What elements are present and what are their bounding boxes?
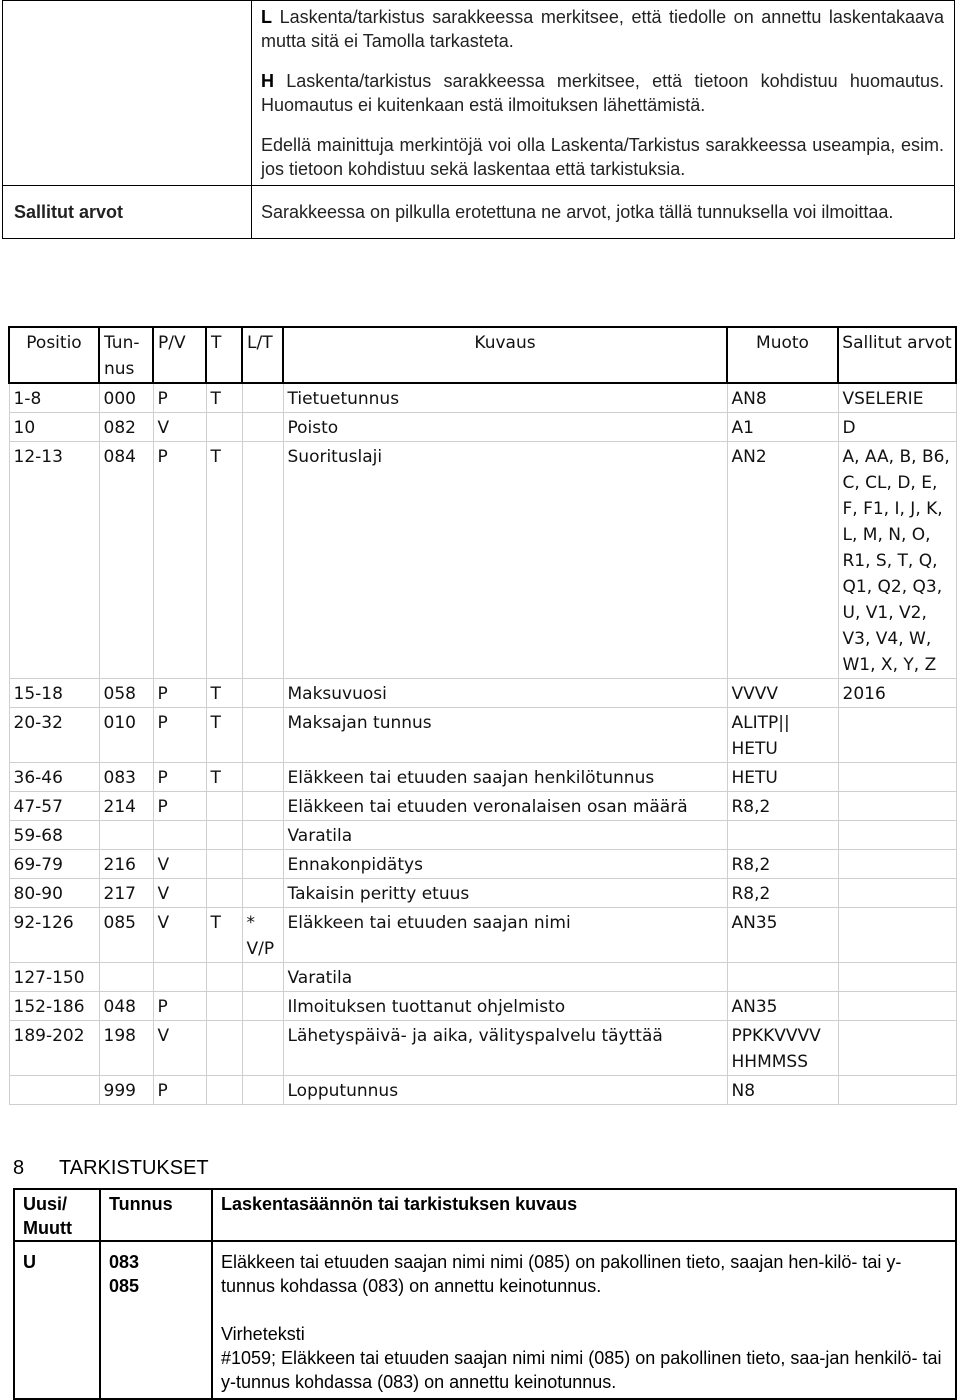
cell-lt	[242, 821, 283, 850]
header-positio: Positio	[9, 327, 99, 383]
cell-positio	[9, 1076, 99, 1105]
cell-pv: V	[153, 850, 206, 879]
cell-pv: V	[153, 879, 206, 908]
cell-sallitut	[838, 1076, 956, 1105]
cell-muoto: AN8	[727, 383, 838, 413]
cell-positio: 69-79	[9, 850, 99, 879]
definitions-body-cell	[252, 1, 955, 186]
definitions-table	[2, 0, 955, 239]
cell-pv: P	[153, 679, 206, 708]
cell-pv: V	[153, 1021, 206, 1076]
cell-pv: P	[153, 383, 206, 413]
definition-code: H	[261, 71, 274, 91]
cell-lt	[242, 413, 283, 442]
header-muoto: Muoto	[727, 327, 838, 383]
cell-tunnus	[99, 821, 153, 850]
cell-kuvaus: Maksajan tunnus	[283, 708, 727, 763]
table-row	[9, 992, 956, 1021]
table-row	[9, 763, 956, 792]
cell-positio: 20-32	[9, 708, 99, 763]
header-pv: P/V	[153, 327, 206, 383]
definition-text: Edellä mainittuja merkintöjä voi olla Laskenta/Tarkistus sarakkeessa useampia, esim. jos tietoon kohdistuu sekä laskentaa että tarkistuksia.	[261, 135, 944, 179]
cell-t: T	[206, 679, 242, 708]
cell-tunnus: 058	[99, 679, 153, 708]
cell-positio: 92-126	[9, 908, 99, 963]
cell-tunnus: 214	[99, 792, 153, 821]
cell-kuvaus: Eläkkeen tai etuuden saajan henkilötunnus	[283, 763, 727, 792]
cell-sallitut	[838, 708, 956, 763]
cell-sallitut: A, AA, B, B6, C, CL, D, E, F, F1, I, J, K, L, M, N, O, R1, S, T, Q, Q1, Q2, Q3, U, V1, V2, V3, V4, W, W1, X, Y, Z	[838, 442, 956, 679]
cell-kuvaus: Varatila	[283, 963, 727, 992]
cell-lt	[242, 383, 283, 413]
cell-tunnus: 999	[99, 1076, 153, 1105]
checks-cell-tunnus: 083 085	[100, 1241, 212, 1399]
table-row	[9, 442, 956, 679]
cell-muoto: AN2	[727, 442, 838, 679]
cell-muoto: R8,2	[727, 792, 838, 821]
table-row	[9, 963, 956, 992]
cell-lt	[242, 763, 283, 792]
cell-t	[206, 992, 242, 1021]
cell-kuvaus: Eläkkeen tai etuuden veronalaisen osan määrä	[283, 792, 727, 821]
header-sallitut: Sallitut arvot	[838, 327, 956, 383]
cell-t	[206, 792, 242, 821]
section-title: TARKISTUKSET	[59, 1157, 209, 1179]
record-header-row	[9, 327, 956, 383]
cell-t	[206, 879, 242, 908]
checks-table	[13, 1188, 957, 1400]
cell-positio: 1-8	[9, 383, 99, 413]
cell-kuvaus: Lopputunnus	[283, 1076, 727, 1105]
cell-t: T	[206, 708, 242, 763]
definition-note	[261, 133, 944, 181]
cell-pv: P	[153, 992, 206, 1021]
checks-header-uusi: Uusi/ Muutt	[14, 1189, 100, 1241]
sallitut-label: Sallitut arvot	[14, 202, 124, 222]
cell-lt	[242, 850, 283, 879]
sallitut-body-cell	[252, 186, 955, 239]
cell-sallitut: 2016	[838, 679, 956, 708]
definitions-label-cell	[3, 1, 252, 186]
cell-kuvaus: Ennakonpidätys	[283, 850, 727, 879]
cell-positio: 127-150	[9, 963, 99, 992]
cell-pv: P	[153, 708, 206, 763]
check-description: Eläkkeen tai etuuden saajan nimi nimi (085) on pakollinen tieto, saajan hen-kilö- tai y-tunnus kohdassa (083) on annettu keinotunnus.	[221, 1252, 902, 1296]
cell-t	[206, 1076, 242, 1105]
cell-kuvaus: Maksuvuosi	[283, 679, 727, 708]
table-row	[9, 908, 956, 963]
section-number: 8	[13, 1157, 25, 1179]
cell-lt: * V/P	[242, 908, 283, 963]
cell-t	[206, 963, 242, 992]
cell-pv: P	[153, 792, 206, 821]
cell-lt	[242, 679, 283, 708]
cell-positio: 36-46	[9, 763, 99, 792]
definition-h	[261, 69, 944, 117]
cell-kuvaus: Takaisin peritty etuus	[283, 879, 727, 908]
record-rows	[9, 383, 956, 1105]
cell-muoto: AN35	[727, 908, 838, 963]
cell-positio: 59-68	[9, 821, 99, 850]
cell-lt	[242, 1076, 283, 1105]
cell-tunnus: 010	[99, 708, 153, 763]
cell-sallitut	[838, 992, 956, 1021]
cell-tunnus: 198	[99, 1021, 153, 1076]
cell-sallitut	[838, 879, 956, 908]
table-row	[9, 850, 956, 879]
cell-muoto: N8	[727, 1076, 838, 1105]
cell-kuvaus: Lähetyspäivä- ja aika, välityspalvelu täyttää	[283, 1021, 727, 1076]
cell-lt	[242, 792, 283, 821]
cell-lt	[242, 879, 283, 908]
checks-header-tunnus: Tunnus	[100, 1189, 212, 1241]
cell-pv	[153, 963, 206, 992]
definition-code: L	[261, 7, 272, 27]
cell-lt	[242, 1021, 283, 1076]
header-lt: L/T	[242, 327, 283, 383]
cell-muoto: R8,2	[727, 879, 838, 908]
definition-l	[261, 5, 944, 53]
checks-cell-description	[212, 1241, 956, 1399]
cell-muoto: A1	[727, 413, 838, 442]
cell-tunnus: 082	[99, 413, 153, 442]
header-kuvaus: Kuvaus	[283, 327, 727, 383]
checks-header-row	[14, 1189, 956, 1241]
cell-kuvaus: Varatila	[283, 821, 727, 850]
cell-sallitut	[838, 963, 956, 992]
cell-sallitut	[838, 792, 956, 821]
definitions-row-sallitut	[3, 186, 955, 239]
definition-text: Laskenta/tarkistus sarakkeessa merkitsee, että tiedolle on annettu laskentakaava mutta sitä ei Tamolla tarkasteta.	[261, 7, 944, 51]
cell-lt	[242, 992, 283, 1021]
table-row	[9, 1021, 956, 1076]
cell-muoto	[727, 821, 838, 850]
cell-t: T	[206, 442, 242, 679]
sallitut-description: Sarakkeessa on pilkulla erotettuna ne arvot, jotka tällä tunnuksella voi ilmoittaa.	[261, 202, 894, 222]
cell-kuvaus: Tietuetunnus	[283, 383, 727, 413]
cell-muoto: HETU	[727, 763, 838, 792]
cell-lt	[242, 442, 283, 679]
cell-sallitut: D	[838, 413, 956, 442]
cell-muoto: AN35	[727, 992, 838, 1021]
cell-positio: 80-90	[9, 879, 99, 908]
cell-muoto: R8,2	[727, 850, 838, 879]
checks-header-kuvaus: Laskentasäännön tai tarkistuksen kuvaus	[212, 1189, 956, 1241]
cell-kuvaus: Suorituslaji	[283, 442, 727, 679]
cell-sallitut	[838, 1021, 956, 1076]
cell-tunnus: 083	[99, 763, 153, 792]
cell-positio: 12-13	[9, 442, 99, 679]
definitions-row-markers	[3, 1, 955, 186]
table-row	[9, 413, 956, 442]
cell-positio: 15-18	[9, 679, 99, 708]
cell-positio: 10	[9, 413, 99, 442]
table-row	[9, 821, 956, 850]
checks-cell-uusi: U	[14, 1241, 100, 1399]
cell-tunnus: 217	[99, 879, 153, 908]
table-row	[9, 792, 956, 821]
cell-kuvaus: Ilmoituksen tuottanut ohjelmisto	[283, 992, 727, 1021]
definition-text: Laskenta/tarkistus sarakkeessa merkitsee, että tietoon kohdistuu huomautus. Huomautus ei kuitenkaan estä ilmoituksen lähettämistä.	[261, 71, 944, 115]
cell-lt	[242, 708, 283, 763]
cell-tunnus: 000	[99, 383, 153, 413]
cell-muoto: VVVV	[727, 679, 838, 708]
cell-t	[206, 1021, 242, 1076]
cell-t	[206, 413, 242, 442]
cell-tunnus: 048	[99, 992, 153, 1021]
cell-positio: 152-186	[9, 992, 99, 1021]
cell-lt	[242, 963, 283, 992]
cell-sallitut	[838, 850, 956, 879]
cell-sallitut	[838, 763, 956, 792]
table-row	[9, 708, 956, 763]
table-row	[9, 879, 956, 908]
cell-positio: 189-202	[9, 1021, 99, 1076]
section-heading	[13, 1154, 209, 1182]
cell-tunnus: 085	[99, 908, 153, 963]
cell-pv	[153, 821, 206, 850]
cell-pv: V	[153, 908, 206, 963]
cell-pv: P	[153, 442, 206, 679]
table-row	[9, 679, 956, 708]
cell-tunnus	[99, 963, 153, 992]
cell-pv: P	[153, 763, 206, 792]
cell-t	[206, 850, 242, 879]
cell-tunnus: 216	[99, 850, 153, 879]
header-t: T	[206, 327, 242, 383]
cell-t	[206, 821, 242, 850]
cell-muoto: PPKKVVVV HHMMSS	[727, 1021, 838, 1076]
cell-positio: 47-57	[9, 792, 99, 821]
cell-kuvaus: Poisto	[283, 413, 727, 442]
cell-t: T	[206, 763, 242, 792]
sallitut-label-cell	[3, 186, 252, 239]
table-row	[9, 383, 956, 413]
cell-kuvaus: Eläkkeen tai etuuden saajan nimi	[283, 908, 727, 963]
header-tunnus: Tun- nus	[99, 327, 153, 383]
error-title: Virheteksti	[221, 1324, 305, 1344]
record-layout-table	[8, 326, 957, 1105]
cell-muoto	[727, 963, 838, 992]
cell-t: T	[206, 383, 242, 413]
checks-row	[14, 1241, 956, 1399]
table-row	[9, 1076, 956, 1105]
cell-tunnus: 084	[99, 442, 153, 679]
cell-t: T	[206, 908, 242, 963]
cell-sallitut: VSELERIE	[838, 383, 956, 413]
cell-pv: P	[153, 1076, 206, 1105]
error-text: #1059; Eläkkeen tai etuuden saajan nimi nimi (085) on pakollinen tieto, saa-jan henkilö- tai y-tunnus kohdassa (083) on annettu keinotunnus.	[221, 1348, 942, 1392]
cell-sallitut	[838, 821, 956, 850]
cell-pv: V	[153, 413, 206, 442]
cell-sallitut	[838, 908, 956, 963]
cell-muoto: ALITP|| HETU	[727, 708, 838, 763]
